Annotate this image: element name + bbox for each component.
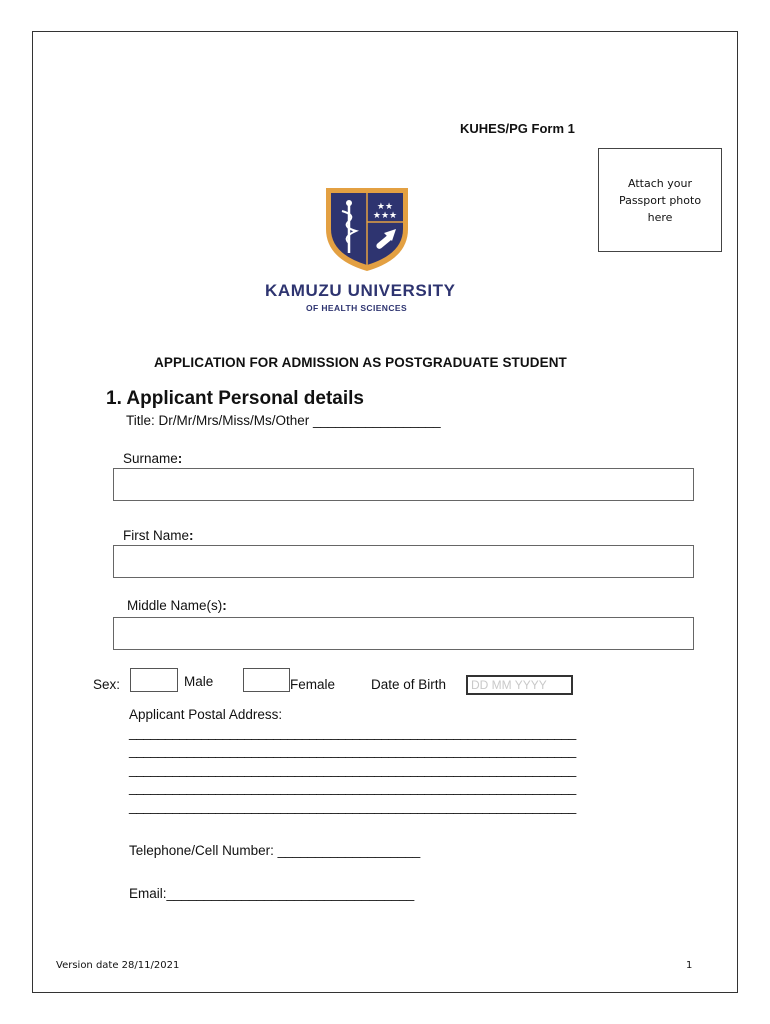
- surname-colon: :: [177, 451, 183, 466]
- surname-label-text: Surname: [123, 451, 178, 466]
- page-number: 1: [686, 960, 693, 971]
- middle-name-label: [127, 598, 227, 613]
- first-name-label-text: First Name: [123, 528, 190, 543]
- postal-address-label: Applicant Postal Address:: [129, 707, 283, 722]
- address-line[interactable]: ______________________________________________________________: [129, 743, 576, 758]
- male-checkbox[interactable]: [130, 668, 178, 692]
- section-heading: 1. Applicant Personal details: [106, 388, 364, 409]
- first-name-input[interactable]: [113, 545, 694, 578]
- first-name-colon: :: [189, 528, 194, 543]
- address-line[interactable]: ______________________________________________________________: [129, 780, 576, 795]
- version-date: Version date 28/11/2021: [56, 960, 180, 971]
- photo-box-label: Attach your Passport photo here: [618, 176, 702, 224]
- dob-input[interactable]: DD MM YYYY: [466, 675, 573, 695]
- middle-name-colon: :: [222, 598, 227, 613]
- middle-name-input[interactable]: [113, 617, 694, 650]
- surname-label: [123, 451, 182, 466]
- application-title: APPLICATION FOR ADMISSION AS POSTGRADUATE STUDENT: [154, 355, 567, 370]
- passport-photo-box[interactable]: [598, 148, 722, 252]
- svg-text:★★★: ★★★: [372, 210, 398, 220]
- female-label: Female: [290, 677, 336, 692]
- university-name: KAMUZU UNIVERSITY: [265, 281, 456, 300]
- address-line[interactable]: ______________________________________________________________: [129, 762, 576, 777]
- middle-name-label-text: Middle Name(s): [127, 598, 223, 613]
- svg-text:★★: ★★: [376, 201, 394, 211]
- form-code: KUHES/PG Form 1: [460, 121, 575, 136]
- female-checkbox[interactable]: [243, 668, 290, 692]
- telephone-field[interactable]: Telephone/Cell Number: ___________________: [129, 843, 421, 858]
- title-field[interactable]: Title: Dr/Mr/Mrs/Miss/Ms/Other _________________: [126, 413, 441, 428]
- email-field[interactable]: Email:_________________________________: [129, 886, 415, 901]
- male-label: Male: [184, 674, 214, 689]
- surname-input[interactable]: [113, 468, 694, 501]
- first-name-label: [123, 528, 194, 543]
- university-crest-logo: [322, 185, 412, 278]
- university-subtitle: OF HEALTH SCIENCES: [306, 303, 408, 313]
- address-line[interactable]: ______________________________________________________________: [129, 725, 576, 740]
- dob-label: Date of Birth: [371, 677, 447, 692]
- sex-label: Sex:: [93, 677, 121, 692]
- address-line[interactable]: ______________________________________________________________: [129, 799, 576, 814]
